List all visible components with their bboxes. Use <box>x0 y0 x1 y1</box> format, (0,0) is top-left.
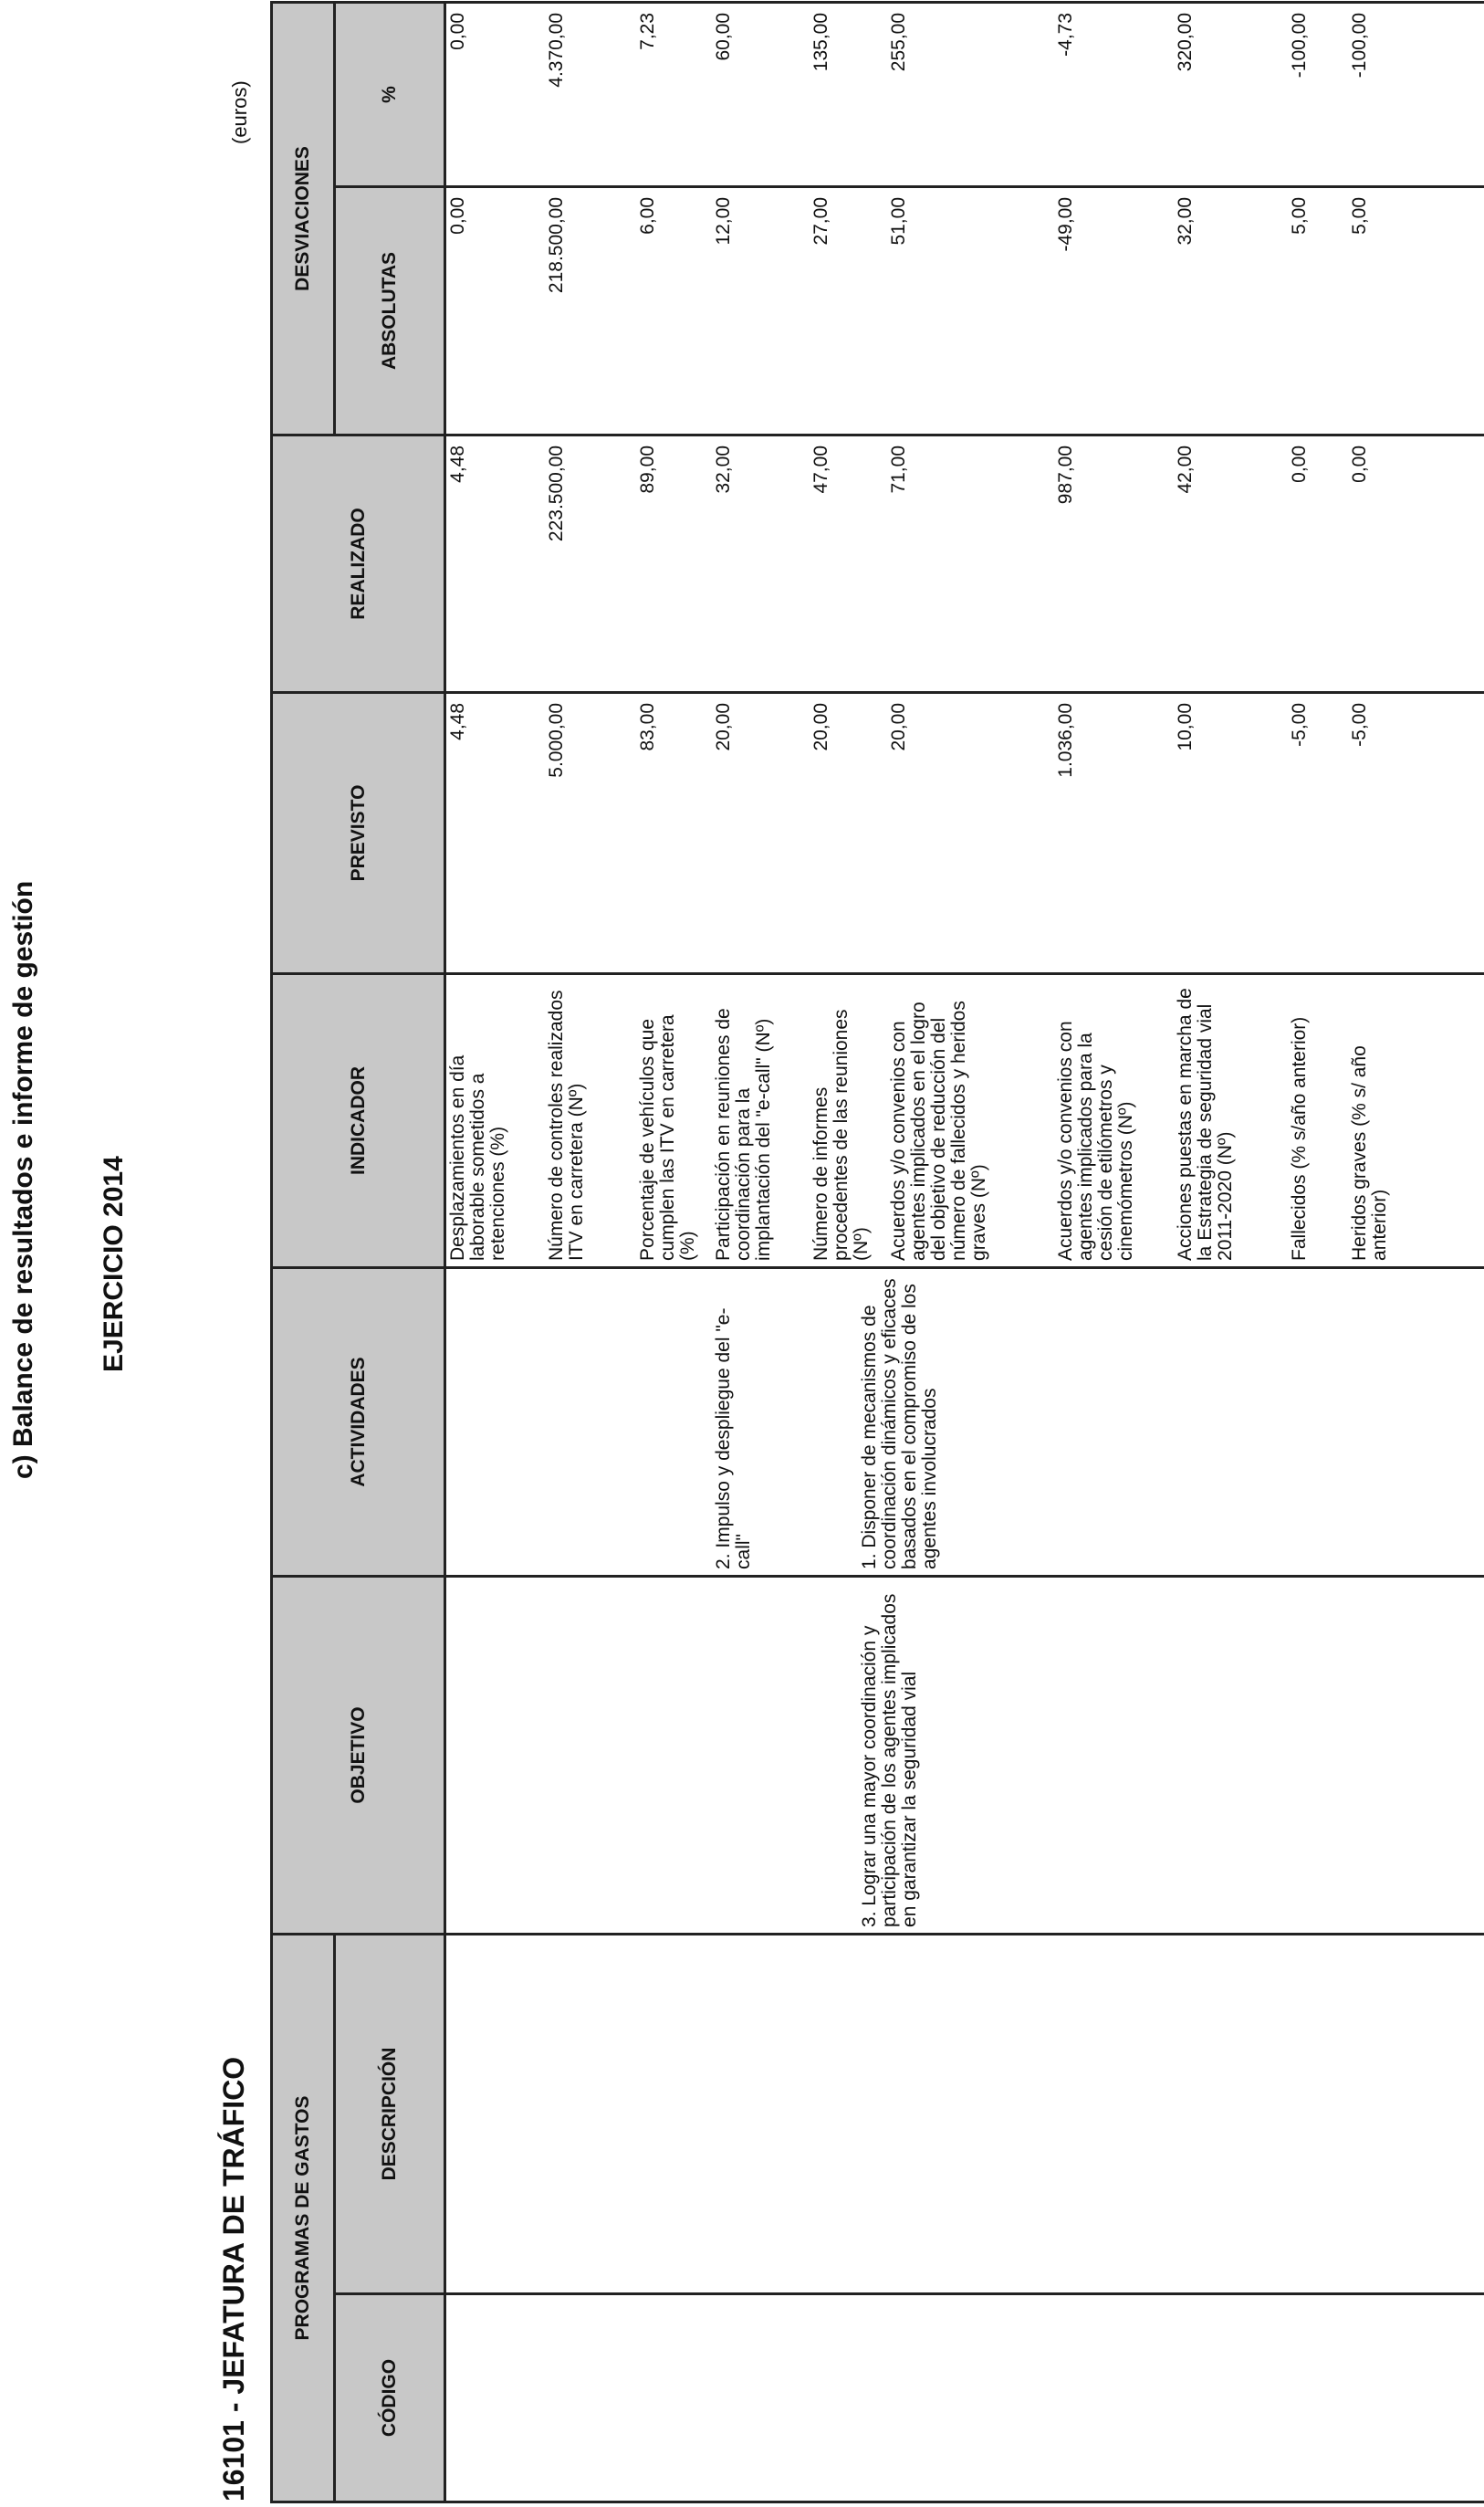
previsto-value: 20,00 <box>888 702 909 751</box>
codigo-header: CÓDIGO <box>335 2294 445 2502</box>
realizado-value: 89,00 <box>637 445 658 494</box>
previsto-header: PREVISTO <box>272 692 445 973</box>
programas-header: PROGRAMAS DE GASTOS <box>272 1934 335 2502</box>
absolutas-value: 32,00 <box>1175 196 1196 246</box>
previsto-value: -5,00 <box>1349 702 1370 747</box>
desviaciones-header: DESVIACIONES <box>272 2 335 435</box>
actividades-cell <box>445 1267 1484 1576</box>
indicador-value: Participación en reuniones de coordinación para la implantación del "e-call" (Nº) <box>713 1008 774 1261</box>
balance-table <box>270 1 1484 2503</box>
realizado-value: 42,00 <box>1175 445 1196 494</box>
indicador-value: Fallecidos (% s/año anterior) <box>1289 1016 1310 1261</box>
realizado-value: 71,00 <box>888 445 909 494</box>
absolutas-value: 27,00 <box>810 196 831 246</box>
porcentaje-value: -100,00 <box>1349 12 1370 79</box>
actividades-header: ACTIVIDADES <box>272 1267 445 1576</box>
realizado-value: 4,48 <box>447 445 468 483</box>
porcentaje-value: -4,73 <box>1055 12 1076 57</box>
absolutas-value: 12,00 <box>713 196 734 246</box>
porcentaje-value: 320,00 <box>1175 12 1196 72</box>
porcentaje-value: 135,00 <box>810 12 831 72</box>
indicador-header: INDICADOR <box>272 973 445 1267</box>
realizado-value: 32,00 <box>713 445 734 494</box>
absolutas-header: ABSOLUTAS <box>335 186 445 435</box>
descripcion-header: DESCRIPCIÓN <box>335 1934 445 2293</box>
realizado-value: 987,00 <box>1055 445 1076 505</box>
realizado-cell <box>445 435 1484 692</box>
porcentaje-value: 0,00 <box>447 12 468 50</box>
porcentaje-value: 7,23 <box>637 12 658 50</box>
realizado-value: 47,00 <box>810 445 831 494</box>
previsto-value: 20,00 <box>810 702 831 751</box>
actividad-item: 2. Impulso y despliegue del "e-call" <box>713 1307 754 1569</box>
previsto-cell <box>445 692 1484 973</box>
indicador-value: Acuerdos y/o convenios con agentes implicados para la cesión de etilómetros y cinemómetros (Nº) <box>1055 1021 1136 1261</box>
realizado-header: REALIZADO <box>272 435 445 692</box>
objetivo-item: 3. Lograr una mayor coordinación y participación de los agentes implicados en garantizar la seguridad vial <box>859 1593 920 1927</box>
previsto-value: 10,00 <box>1175 702 1196 751</box>
absolutas-value: 6,00 <box>637 196 658 235</box>
indicador-value: Porcentaje de vehículos que cumplen las ITV en carretera (%) <box>637 1014 698 1261</box>
organism-title: 16101 - JEFATURA DE TRÁFICO <box>217 2056 250 2502</box>
porcentaje-value: -100,00 <box>1289 12 1310 79</box>
realizado-value: 0,00 <box>1289 445 1310 483</box>
actividad-item: 1. Disponer de mecanismos de coordinación dinámicos y eficaces basados en el compromiso de los agentes involucrados <box>859 1278 940 1569</box>
absolutas-cell <box>445 186 1484 435</box>
previsto-value: 5.000,00 <box>546 702 567 778</box>
absolutas-value: 5,00 <box>1289 196 1310 235</box>
absolutas-value: -49,00 <box>1055 196 1076 252</box>
objetivo-header: OBJETIVO <box>272 1576 445 1934</box>
porcentaje-value: 4.370,00 <box>546 12 567 88</box>
realizado-value: 223.500,00 <box>546 445 567 542</box>
previsto-value: -5,00 <box>1289 702 1310 747</box>
indicador-value: Acuerdos y/o convenios con agentes implicados en el logro del objetivo de reducción del número de fallecidos y heridos graves (Nº) <box>888 1001 989 1261</box>
absolutas-value: 51,00 <box>888 196 909 246</box>
absolutas-value: 5,00 <box>1349 196 1370 235</box>
exercise-year: EJERCICIO 2014 <box>99 1156 129 1372</box>
absolutas-value: 218.500,00 <box>546 196 567 294</box>
indicador-value: Acciones puestas en marcha de la Estrategia de seguridad vial 2011-2020 (Nº) <box>1175 988 1236 1261</box>
indicador-cell <box>445 973 1484 1267</box>
previsto-value: 4,48 <box>447 702 468 740</box>
realizado-value: 0,00 <box>1349 445 1370 483</box>
previsto-value: 83,00 <box>637 702 658 751</box>
porcentaje-header: % <box>335 2 445 186</box>
indicador-value: Desplazamientos en día laborable sometidos a retenciones (%) <box>447 1054 508 1261</box>
previsto-value: 20,00 <box>713 702 734 751</box>
porcentaje-value: 60,00 <box>713 12 734 61</box>
porcentaje-cell <box>445 2 1484 186</box>
section-title: c) Balance de resultados e informe de gestión <box>8 880 38 1479</box>
codigo-cell <box>445 2294 1484 2502</box>
indicador-value: Número de informes procedentes de las reuniones (Nº) <box>810 1009 872 1261</box>
objetivo-cell <box>445 1576 1484 1934</box>
indicador-value: Heridos graves (% s/ año anterior) <box>1349 1045 1390 1261</box>
previsto-value: 1.036,00 <box>1055 702 1076 778</box>
descripcion-cell <box>445 1934 1484 2293</box>
absolutas-value: 0,00 <box>447 196 468 235</box>
unit-label: (euros) <box>228 80 251 144</box>
indicador-value: Número de controles realizados ITV en carretera (Nº) <box>546 990 587 1261</box>
porcentaje-value: 255,00 <box>888 12 909 72</box>
